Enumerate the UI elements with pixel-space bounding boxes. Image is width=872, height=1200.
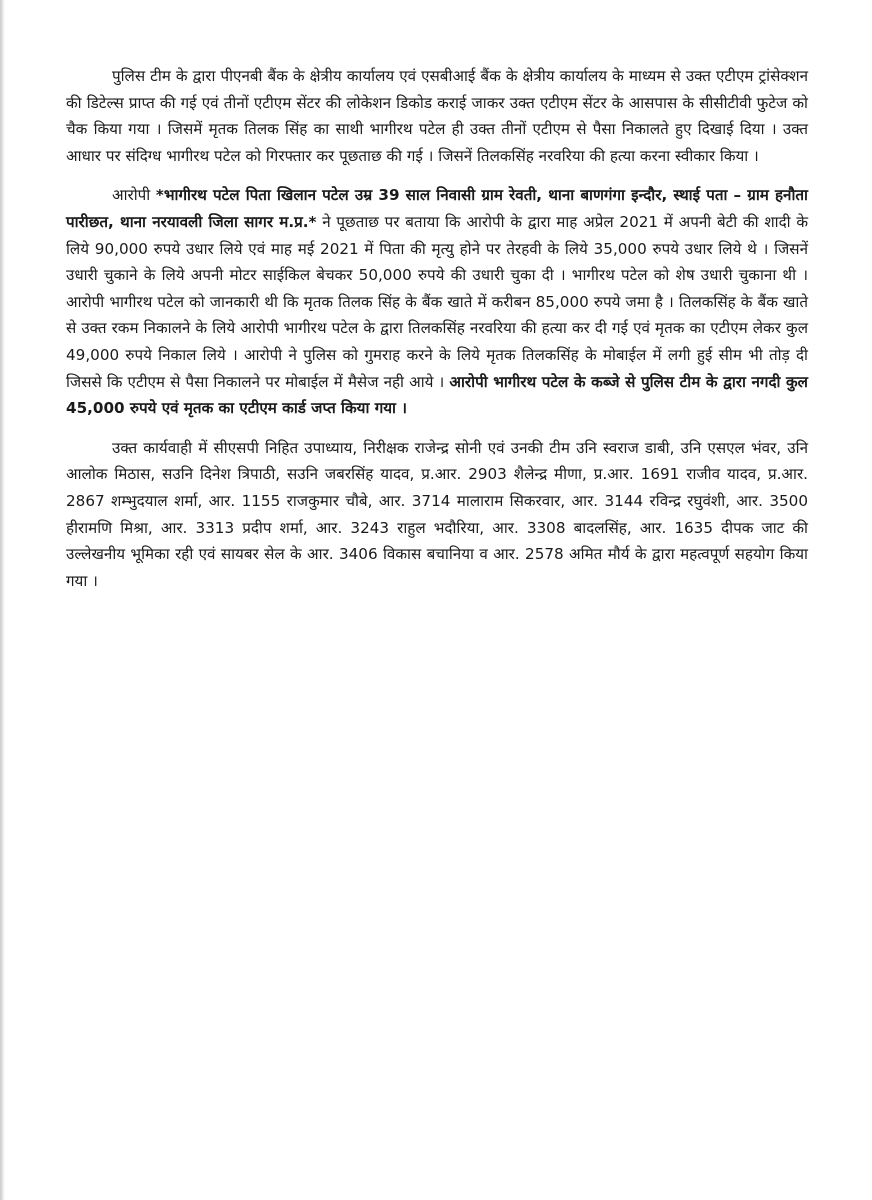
paragraph-cctv-investigation bbox=[66, 63, 808, 169]
page-edge-shadow bbox=[0, 0, 5, 1200]
paragraph-team-credits bbox=[66, 435, 808, 595]
paragraph-text: आरोपी bbox=[112, 186, 156, 205]
paragraph-text: पुलिस टीम के द्वारा पीएनबी बैंक के क्षेत्रीय कार्यालय एवं एसबीआई बैंक के क्षेत्रीय कार्यालय के माध्यम से उक्त एटीएम ट्रांसेक्शन की डिटेल्स प्राप्त की गई एवं तीनों एटीएम सेंटर की लोकेशन डिकोड कराई जाकर उक्त एटीएम सेंटर के आसपास के सीसीटीवी फुटेज को चैक किया गया । जिसमें मृतक तिलक सिंह का साथी भागीरथ पटेल ही उक्त तीनों एटीएम से पैसा निकालते हुए दिखाई दिया । उक्त आधार पर संदिग्ध भागीरथ पटेल को गिरफ्तार कर पूछताछ की गई । जिसनें तिलकसिंह नरवरिया की हत्या करना स्वीकार किया । bbox=[66, 67, 808, 165]
paragraph-text: ने पूछताछ पर बताया कि आरोपी के द्वारा माह अप्रेल 2021 में अपनी बेटी की शादी के लिये 90,000 रुपये उधार लिये एवं माह मई 2021 में पिता की मृत्यु होने पर तेरहवी के लिये 35,000 रुपये उधार लिये थे । जिसनें उधारी चुकाने के लिये अपनी मोटर साईकिल बेचकर 50,000 रुपये की उधारी चुका दी । भागीरथ पटेल को शेष उधारी चुकाना थी । आरोपी भागीरथ पटेल को जानकारी थी कि मृतक तिलक सिंह के बैंक खाते में करीबन 85,000 रुपये जमा है । तिलकसिंह के बैंक खाते से उक्त रकम निकालने के लिये आरोपी भागीरथ पटेल के द्वारा तिलकसिंह नरवरिया की हत्या कर दी गई एवं मृतक का एटीएम लेकर कुल 49,000 रुपये निकाल लिये । आरोपी ने पुलिस को गुमराह करने के लिये मृतक तिलकसिंह के मोबाईल में लगी हुई सीम भी तोड़ दी जिससे कि एटीएम से पैसा निकालने पर मोबाईल में मैसेज नही आये । bbox=[66, 212, 808, 391]
paragraph-text: उक्त कार्यवाही में सीएसपी निहित उपाध्याय, निरीक्षक राजेन्द्र सोनी एवं उनकी टीम उनि स्वराज डाबी, उनि एसएल भंवर, उनि आलोक मिठास, सउनि दिनेश त्रिपाठी, सउनि जबरसिंह यादव, प्र.आर. 2903 शैलेन्द्र मीणा, प्र.आर. 1691 राजीव यादव, प्र.आर. 2867 शम्भुदयाल शर्मा, आर. 1155 राजकुमार चौबे, आर. 3714 मालाराम सिकरवार, आर. 3144 रविन्द्र रघुवंशी, आर. 3500 हीरामणि मिश्रा, आर. 3313 प्रदीप शर्मा, आर. 3243 राहुल भदौरिया, आर. 3308 बादलसिंह, आर. 1635 दीपक जाट की उल्लेखनीय भूमिका रही एवं सायबर सेल के आर. 3406 विकास बचानिया व आर. 2578 अमित मौर्य के द्वारा महत्वपूर्ण सहयोग किया गया । bbox=[66, 438, 808, 590]
accused-identity-bold: *भागीरथ पटेल पिता खिलान पटेल उम्र 39 साल निवासी ग्राम रेवती, थाना बाणगंगा इन्दौर, स्थाई पता – ग्राम हनौता पारीछत, थाना नरयावली जिला सागर म.प्र.* bbox=[66, 186, 808, 231]
seizure-statement-bold: आरोपी भागीरथ पटेल के कब्जे से पुलिस टीम के द्वारा नगदी कुल 45,000 रुपये एवं मृतक का एटीएम कार्ड जप्त किया गया । bbox=[66, 372, 808, 418]
paragraph-accused-statement bbox=[66, 182, 808, 421]
document-body bbox=[66, 63, 808, 607]
